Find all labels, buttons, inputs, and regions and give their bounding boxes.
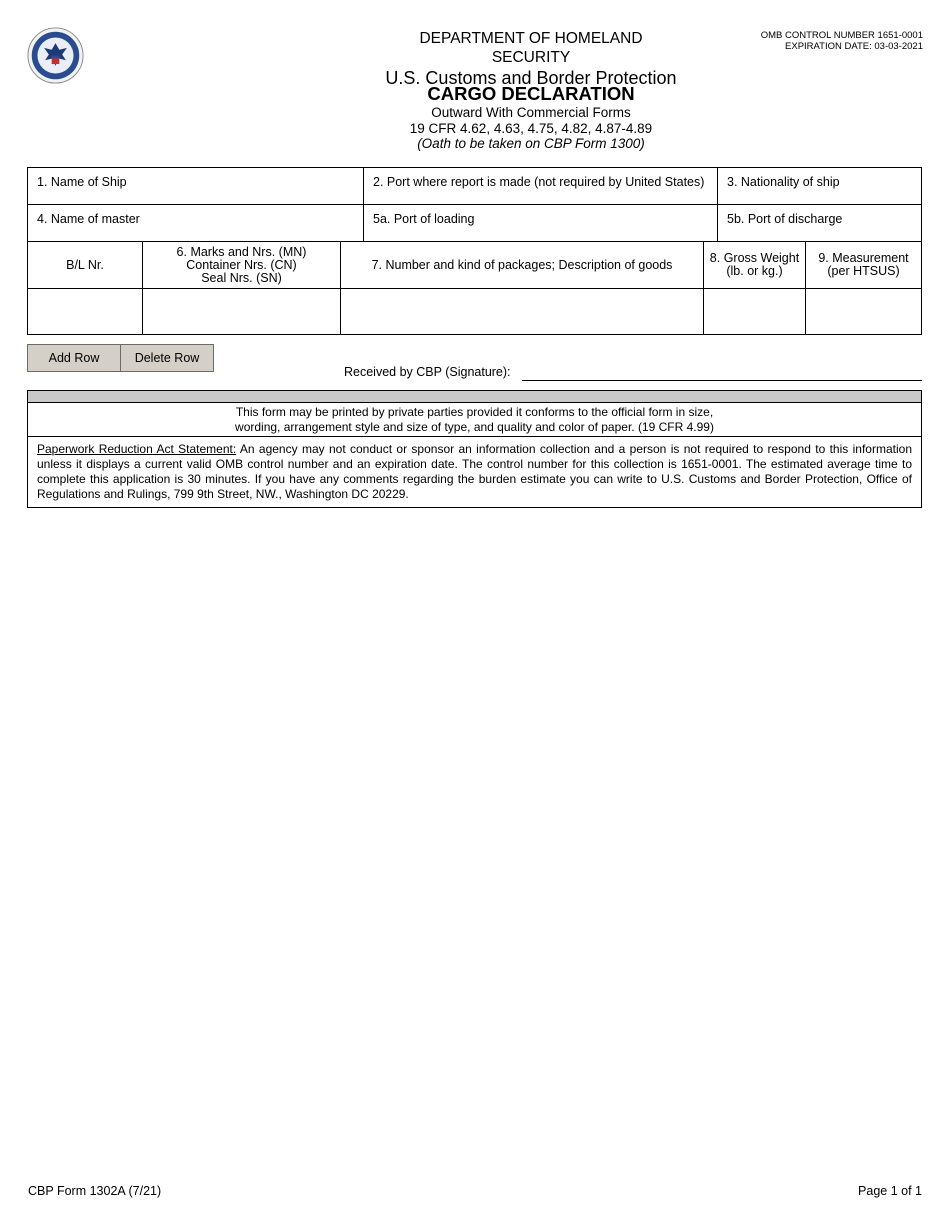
marks-label-1: 6. Marks and Nrs. (MN) xyxy=(176,244,307,259)
form-title: CARGO DECLARATION xyxy=(427,83,635,104)
paperwork-reduction-statement xyxy=(28,437,921,507)
signature-field[interactable] xyxy=(522,380,922,381)
department-name: DEPARTMENT OF HOMELAND SECURITY xyxy=(419,30,643,66)
print-notice xyxy=(28,403,921,437)
port-of-report-label: 2. Port where report is made (not required by United States) xyxy=(373,175,705,189)
column-header-description xyxy=(340,241,704,289)
omb-control-number: OMB CONTROL NUMBER 1651-0001 xyxy=(760,30,923,41)
port-of-discharge-label: 5b. Port of discharge xyxy=(727,212,843,226)
column-header-measurement xyxy=(805,241,922,289)
pra-title: Paperwork Reduction Act Statement: xyxy=(37,442,237,456)
measurement-input[interactable] xyxy=(805,288,922,335)
delete-row-button[interactable]: Delete Row xyxy=(120,344,214,372)
description-input[interactable] xyxy=(340,288,704,335)
weight-label-2: (lb. or kg.) xyxy=(726,264,783,278)
expiration-date: EXPIRATION DATE: 03-03-2021 xyxy=(785,41,923,52)
page-number: Page 1 of 1 xyxy=(858,1184,922,1198)
pra-body: An agency may not conduct or sponsor an information collection and a person is not required to respond to this information unless it displays a current valid OMB control number and an expiration date. The control number for this collection is 1651-0001. The estimated average time to complete this application is 30 minutes. If you have any comments regarding the burden estimate you can write to U.S. Customs and Border Protection, Office of Regulations and Rulings, 799 9th Street, NW., Washington DC 20229. xyxy=(37,442,912,501)
form-oath-note: (Oath to be taken on CBP Form 1300) xyxy=(417,136,645,151)
marks-label-2: Container Nrs. (CN) xyxy=(186,257,297,272)
add-row-button[interactable]: Add Row xyxy=(27,344,121,372)
column-header-marks xyxy=(142,241,341,289)
nationality-field[interactable] xyxy=(717,167,922,205)
form-number: CBP Form 1302A (7/21) xyxy=(28,1184,162,1198)
nationality-label: 3. Nationality of ship xyxy=(727,175,840,189)
agency-name: U.S. Customs and Border Protection xyxy=(385,68,677,88)
description-label: 7. Number and kind of packages; Description of goods xyxy=(371,257,673,272)
marks-input[interactable] xyxy=(142,288,341,335)
name-of-master-field[interactable] xyxy=(27,204,364,242)
print-notice-line-1: This form may be printed by private parties provided it conforms to the official form in size, xyxy=(235,405,714,419)
notice-divider xyxy=(28,391,921,403)
marks-label-3: Seal Nrs. (SN) xyxy=(201,270,282,285)
port-of-report-field[interactable] xyxy=(363,167,718,205)
signature-label: Received by CBP (Signature): xyxy=(344,365,511,379)
form-subtitle: Outward With Commercial Forms xyxy=(431,105,631,120)
form-title-block xyxy=(380,82,682,152)
dhs-seal-icon xyxy=(27,27,84,84)
column-header-bl-label: B/L Nr. xyxy=(66,257,104,272)
notice-box xyxy=(27,390,922,508)
name-of-ship-field[interactable] xyxy=(27,167,364,205)
weight-input[interactable] xyxy=(703,288,806,335)
omb-info xyxy=(761,30,923,52)
measurement-label-2: (per HTSUS) xyxy=(827,264,900,278)
bl-number-input[interactable] xyxy=(27,288,143,335)
name-of-ship-label: 1. Name of Ship xyxy=(37,175,127,189)
name-of-master-label: 4. Name of master xyxy=(37,212,140,226)
port-of-discharge-field[interactable] xyxy=(717,204,922,242)
form-regulation: 19 CFR 4.62, 4.63, 4.75, 4.82, 4.87-4.89 xyxy=(409,120,653,136)
port-of-loading-label: 5a. Port of loading xyxy=(373,212,475,226)
column-header-bl xyxy=(27,241,143,289)
print-notice-line-2: wording, arrangement style and size of type, and quality and color of paper. (19 CFR 4.99) xyxy=(235,420,714,434)
department-header xyxy=(380,29,682,89)
port-of-loading-field[interactable] xyxy=(363,204,718,242)
column-header-weight xyxy=(703,241,806,289)
weight-label-1: 8. Gross Weight xyxy=(709,251,800,265)
measurement-label-1: 9. Measurement xyxy=(818,251,909,265)
